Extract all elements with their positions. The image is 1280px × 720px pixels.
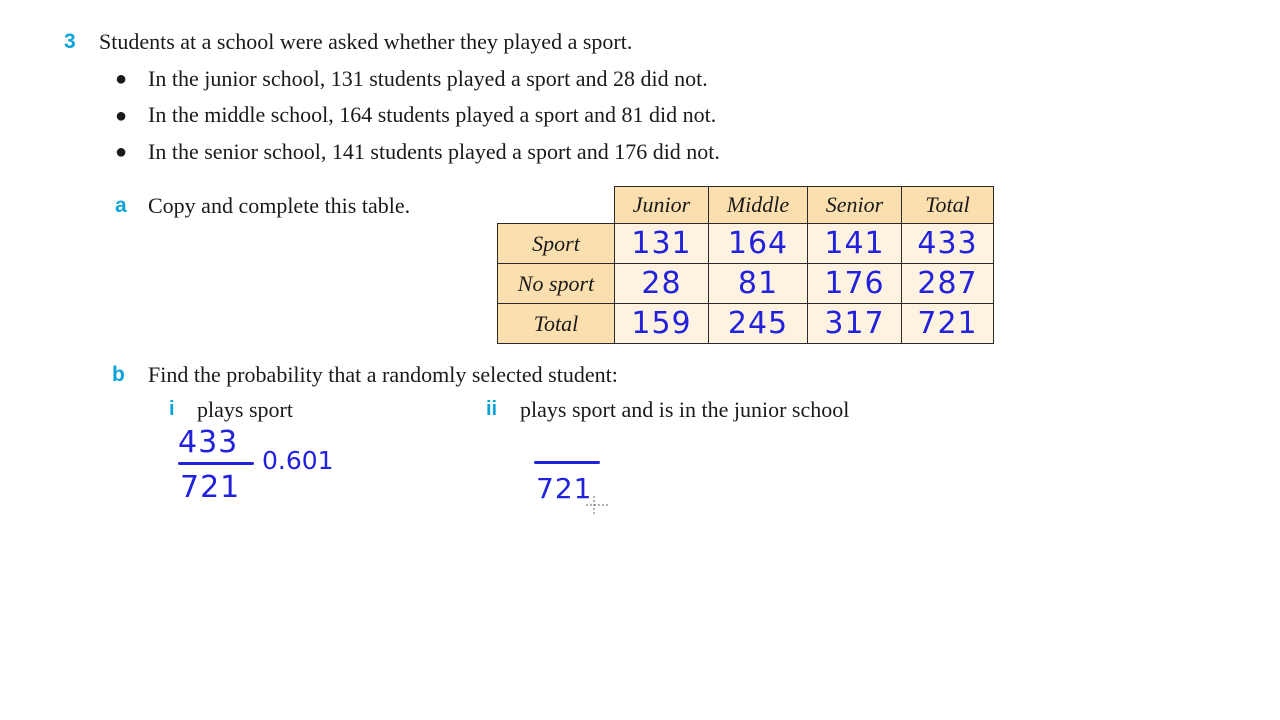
bullet-marker: ●	[115, 105, 128, 127]
table-cell	[901, 223, 994, 264]
handwritten-value: 433	[917, 226, 978, 261]
handwritten-value: 317	[824, 306, 885, 341]
handwritten-value: 164	[727, 226, 789, 261]
part-a-text: Copy and complete this table.	[148, 193, 411, 218]
handwritten-value: 81	[737, 266, 779, 301]
fraction-bar-ii	[534, 461, 600, 464]
fraction-bar-i	[178, 462, 254, 465]
table-cell	[708, 263, 808, 304]
bullet-senior: In the senior school, 141 students played a sport and 176 did not.	[148, 139, 720, 164]
bullet-marker: ●	[115, 68, 128, 90]
table-cell	[614, 263, 709, 304]
table-cell	[807, 223, 902, 264]
table-header-junior: Junior	[614, 186, 709, 224]
bullet-middle: In the middle school, 164 students played a sport and 81 did not.	[148, 102, 717, 127]
table-header-total: Total	[901, 186, 994, 224]
table-cell	[807, 303, 902, 344]
handwritten-denominator-ii: 721	[536, 472, 593, 505]
table-header-middle: Middle	[708, 186, 808, 224]
table-cell	[708, 303, 808, 344]
question-number: 3	[64, 30, 76, 53]
handwritten-value: 176	[824, 266, 885, 301]
sub-ii-numeral: ii	[486, 398, 498, 420]
sub-ii-text: plays sport and is in the junior school	[520, 397, 850, 422]
handwritten-value: 159	[631, 306, 692, 341]
handwritten-value: 287	[917, 266, 978, 301]
part-b-text: Find the probability that a randomly selected student:	[148, 362, 618, 387]
handwritten-value: 131	[631, 226, 692, 261]
handwritten-denominator-i: 721	[180, 470, 241, 505]
bullet-marker: ●	[115, 141, 128, 163]
bullet-junior: In the junior school, 131 students played a sport and 28 did not.	[148, 66, 708, 91]
table-header-senior: Senior	[807, 186, 902, 224]
sub-i-text: plays sport	[197, 397, 293, 422]
handwritten-value: 28	[641, 266, 682, 301]
pen-cursor-icon	[586, 494, 610, 516]
handwritten-value: 721	[917, 306, 978, 341]
table-cell	[901, 263, 994, 304]
handwritten-value: 141	[824, 226, 885, 261]
handwritten-numerator-i: 433	[178, 425, 239, 460]
handwritten-decimal-i: 0.601	[262, 446, 334, 475]
question-stem: Students at a school were asked whether they played a sport.	[99, 29, 633, 54]
table-row-label-total: Total	[497, 303, 615, 344]
part-b-letter: b	[112, 363, 125, 386]
table-cell	[901, 303, 994, 344]
handwritten-value: 245	[727, 306, 789, 341]
table-row-label-sport: Sport	[497, 223, 615, 264]
part-a-letter: a	[115, 194, 127, 217]
table-cell	[708, 223, 808, 264]
table-cell	[614, 223, 709, 264]
table-row-label-no-sport: No sport	[497, 263, 615, 304]
table-cell	[614, 303, 709, 344]
sub-i-numeral: i	[169, 398, 175, 420]
table-cell	[807, 263, 902, 304]
